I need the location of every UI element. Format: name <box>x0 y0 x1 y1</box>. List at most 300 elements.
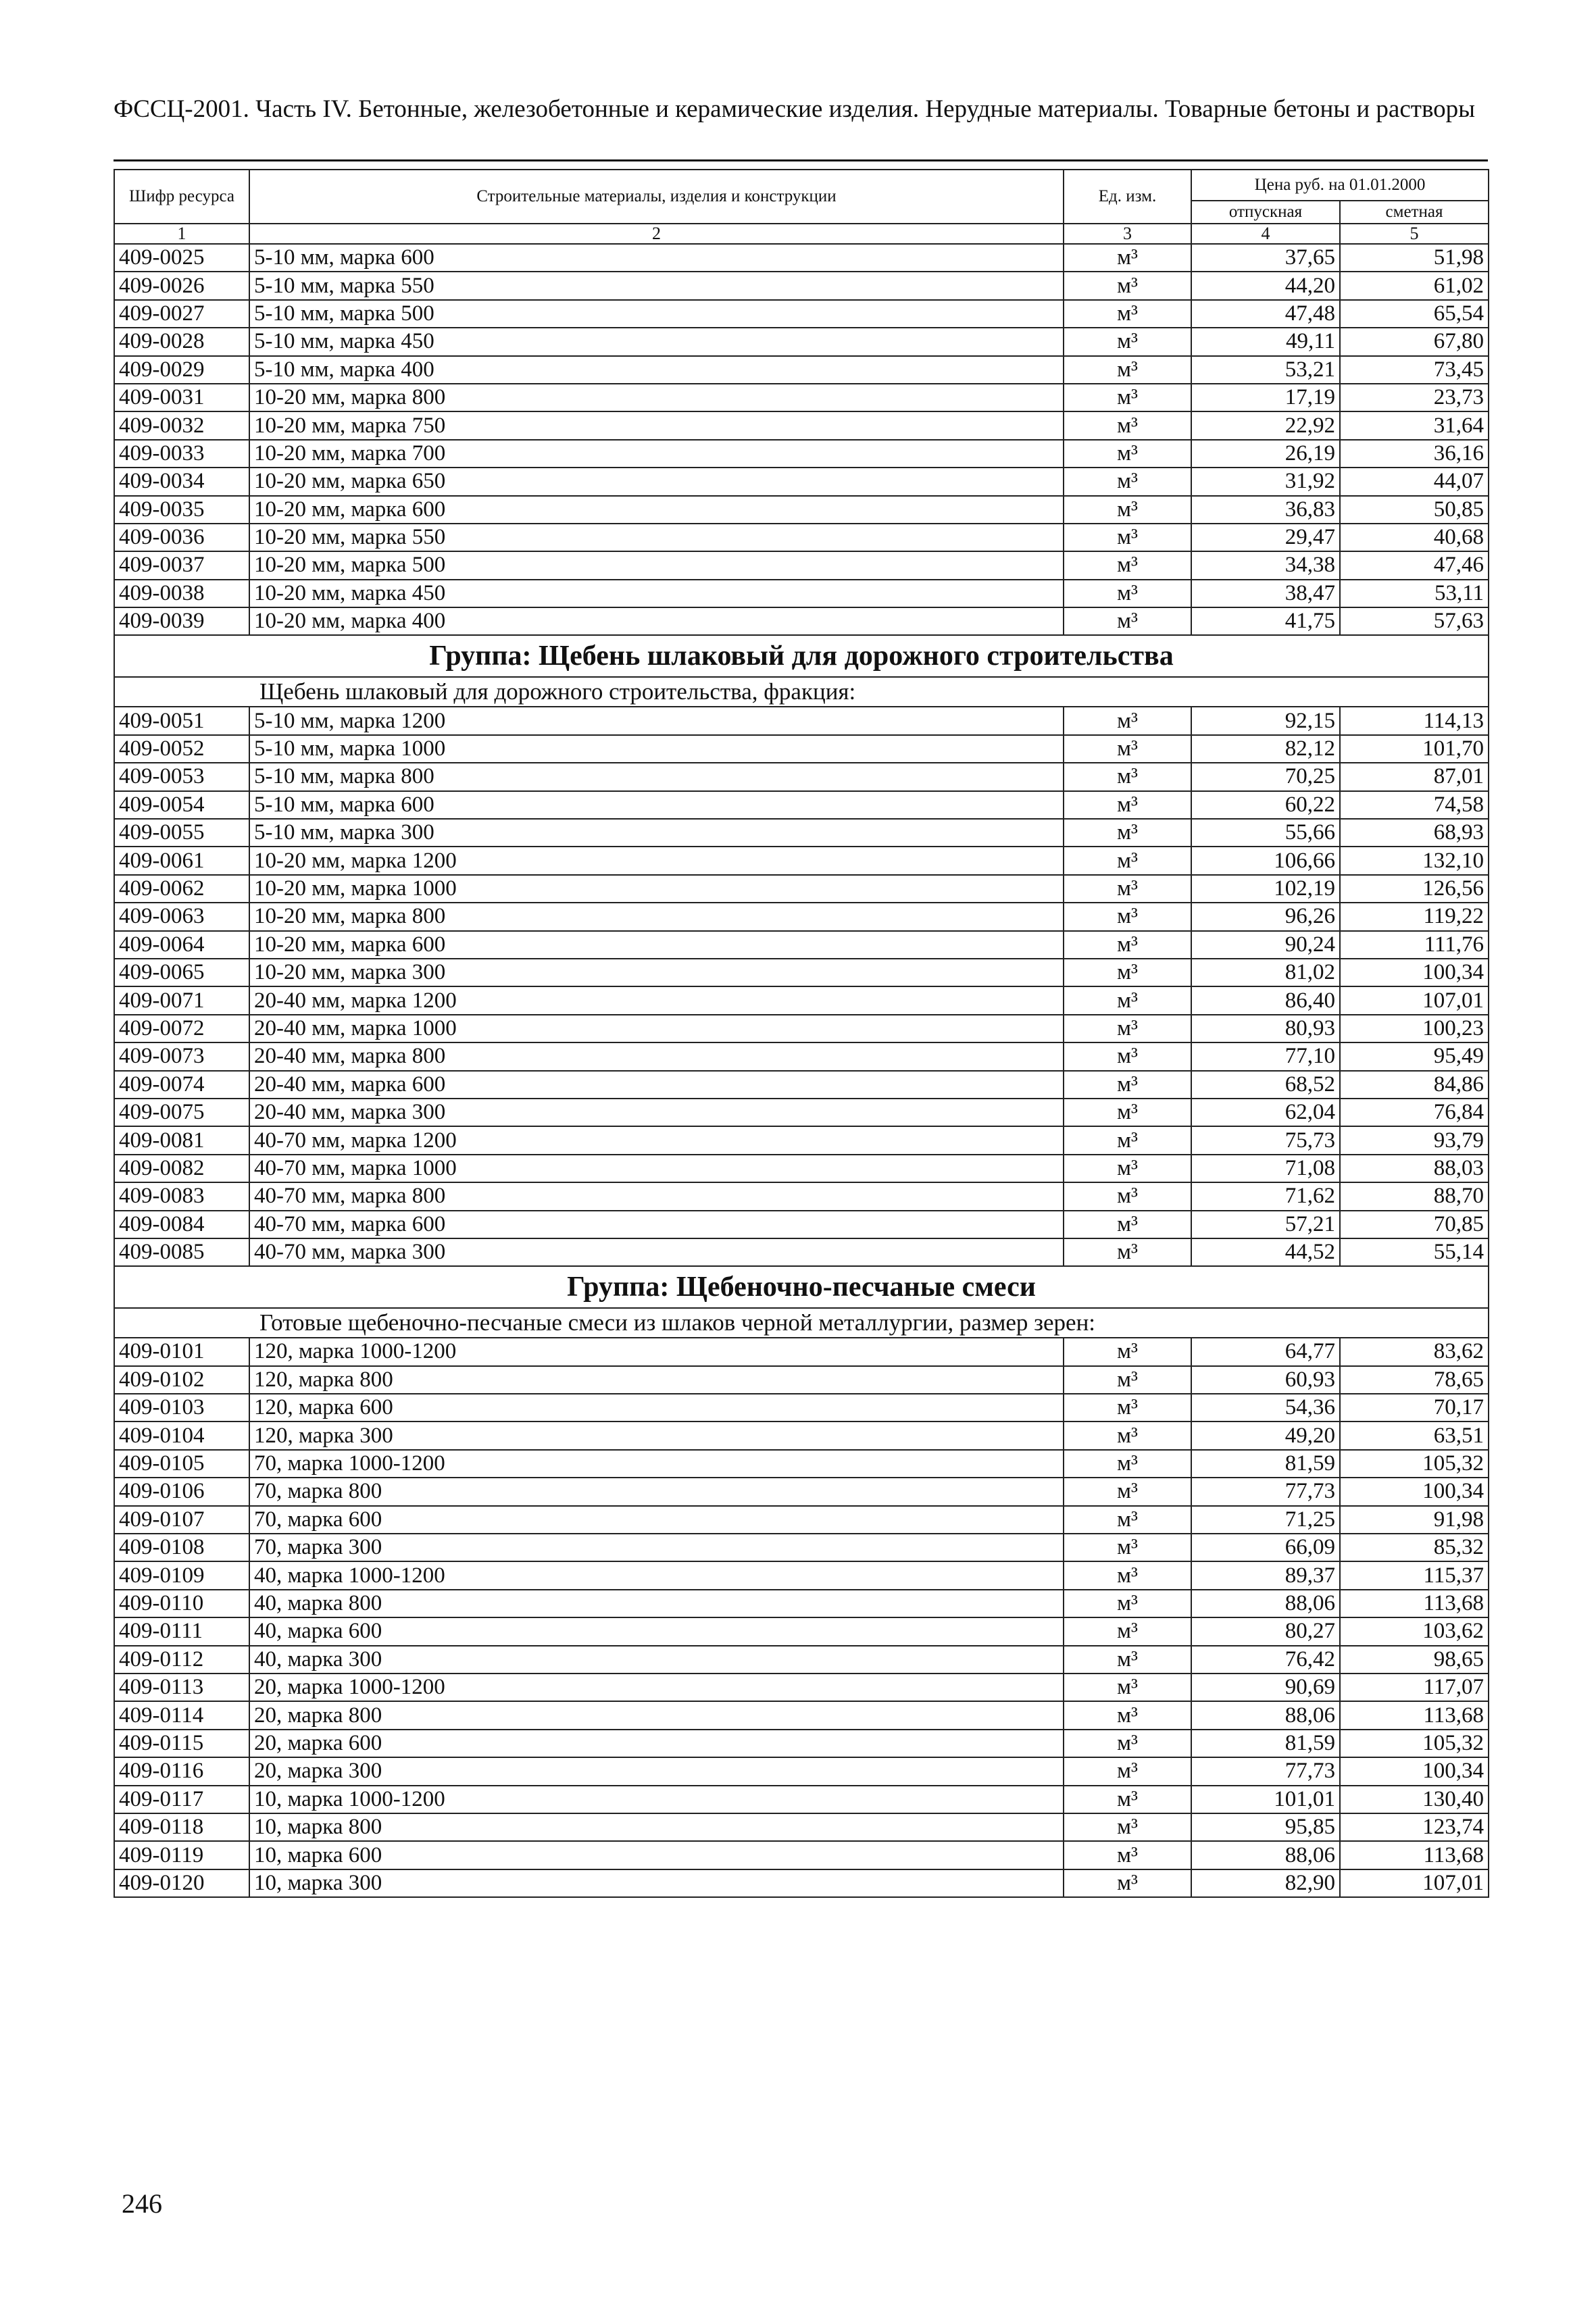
cell-code: 409-0032 <box>114 411 249 439</box>
cell-unit: м³ <box>1064 931 1191 959</box>
cell-name: 5-10 мм, марка 1000 <box>249 735 1064 763</box>
cell-name: 10-20 мм, марка 750 <box>249 411 1064 439</box>
cell-code: 409-0028 <box>114 328 249 355</box>
cell-estimate-price: 65,54 <box>1340 300 1489 328</box>
cell-name: 5-10 мм, марка 600 <box>249 244 1064 272</box>
cell-estimate-price: 100,34 <box>1340 1478 1489 1505</box>
table-row <box>114 440 1489 468</box>
cell-code: 409-0116 <box>114 1757 249 1785</box>
cell-code: 409-0051 <box>114 707 249 734</box>
cell-unit: м³ <box>1064 903 1191 930</box>
cell-estimate-price: 78,65 <box>1340 1366 1489 1394</box>
cell-estimate-price: 132,10 <box>1340 847 1489 874</box>
table-row <box>114 931 1489 959</box>
cell-code: 409-0102 <box>114 1366 249 1394</box>
cell-unit: м³ <box>1064 1757 1191 1785</box>
cell-estimate-price: 88,03 <box>1340 1155 1489 1182</box>
table-row <box>114 1238 1489 1266</box>
cell-name: 70, марка 600 <box>249 1506 1064 1534</box>
cell-unit: м³ <box>1064 1590 1191 1617</box>
cell-release-price: 60,22 <box>1191 791 1340 819</box>
col-header-estimate: сметная <box>1340 201 1489 224</box>
cell-name: 70, марка 300 <box>249 1534 1064 1561</box>
cell-code: 409-0119 <box>114 1841 249 1869</box>
cell-estimate-price: 100,34 <box>1340 959 1489 986</box>
table-row <box>114 1071 1489 1099</box>
cell-estimate-price: 101,70 <box>1340 735 1489 763</box>
cell-unit: м³ <box>1064 1478 1191 1505</box>
cell-name: 40-70 мм, марка 800 <box>249 1182 1064 1210</box>
cell-code: 409-0052 <box>114 735 249 763</box>
cell-unit: м³ <box>1064 1561 1191 1589</box>
cell-unit: м³ <box>1064 791 1191 819</box>
cell-name: 10-20 мм, марка 400 <box>249 607 1064 635</box>
cell-unit: м³ <box>1064 411 1191 439</box>
table-row <box>114 1841 1489 1869</box>
cell-name: 10-20 мм, марка 300 <box>249 959 1064 986</box>
cell-estimate-price: 70,17 <box>1340 1394 1489 1422</box>
table-row <box>114 272 1489 299</box>
cell-code: 409-0108 <box>114 1534 249 1561</box>
cell-code: 409-0104 <box>114 1422 249 1449</box>
cell-unit: м³ <box>1064 707 1191 734</box>
cell-code: 409-0115 <box>114 1730 249 1757</box>
col-number: 4 <box>1191 224 1340 244</box>
cell-code: 409-0111 <box>114 1617 249 1645</box>
cell-name: 40-70 мм, марка 1200 <box>249 1126 1064 1154</box>
cell-code: 409-0085 <box>114 1238 249 1266</box>
cell-release-price: 41,75 <box>1191 607 1340 635</box>
cell-release-price: 82,12 <box>1191 735 1340 763</box>
table-row <box>114 735 1489 763</box>
cell-release-price: 75,73 <box>1191 1126 1340 1154</box>
table-row <box>114 1786 1489 1813</box>
table-row <box>114 819 1489 847</box>
cell-name: 20-40 мм, марка 600 <box>249 1071 1064 1099</box>
cell-code: 409-0034 <box>114 468 249 495</box>
table-row <box>114 1534 1489 1561</box>
cell-unit: м³ <box>1064 496 1191 524</box>
cell-release-price: 49,11 <box>1191 328 1340 355</box>
table-row <box>114 328 1489 355</box>
cell-estimate-price: 55,14 <box>1340 1238 1489 1266</box>
cell-name: 10-20 мм, марка 800 <box>249 384 1064 411</box>
page-header-title: ФССЦ-2001. Часть IV. Бетонные, железобетонные и керамические изделия. Нерудные материалы. Товарные бетоны и растворы <box>114 95 1476 123</box>
cell-unit: м³ <box>1064 524 1191 551</box>
cell-release-price: 90,69 <box>1191 1674 1340 1701</box>
cell-estimate-price: 23,73 <box>1340 384 1489 411</box>
table-row <box>114 1099 1489 1126</box>
group-title: Группа: Щебеночно-песчаные смеси <box>114 1266 1489 1308</box>
cell-unit: м³ <box>1064 384 1191 411</box>
table-row <box>114 1478 1489 1505</box>
cell-code: 409-0082 <box>114 1155 249 1182</box>
cell-code: 409-0037 <box>114 551 249 579</box>
cell-unit: м³ <box>1064 1506 1191 1534</box>
cell-estimate-price: 70,85 <box>1340 1211 1489 1238</box>
cell-estimate-price: 53,11 <box>1340 580 1489 607</box>
cell-release-price: 31,92 <box>1191 468 1340 495</box>
cell-code: 409-0071 <box>114 986 249 1014</box>
cell-unit: м³ <box>1064 607 1191 635</box>
cell-estimate-price: 103,62 <box>1340 1617 1489 1645</box>
cell-name: 20-40 мм, марка 300 <box>249 1099 1064 1126</box>
cell-unit: м³ <box>1064 1422 1191 1449</box>
cell-release-price: 101,01 <box>1191 1786 1340 1813</box>
cell-release-price: 47,48 <box>1191 300 1340 328</box>
cell-code: 409-0025 <box>114 244 249 272</box>
table-row <box>114 1590 1489 1617</box>
section-c-rows <box>114 1338 1489 1897</box>
cell-name: 40-70 мм, марка 600 <box>249 1211 1064 1238</box>
table-row <box>114 1506 1489 1534</box>
cell-unit: м³ <box>1064 1730 1191 1757</box>
group-subtitle: Щебень шлаковый для дорожного строительства, фракция: <box>114 677 1489 707</box>
page-number: 246 <box>122 2188 162 2219</box>
cell-code: 409-0053 <box>114 763 249 790</box>
table-row <box>114 707 1489 734</box>
cell-name: 40, марка 600 <box>249 1617 1064 1645</box>
cell-unit: м³ <box>1064 1071 1191 1099</box>
cell-release-price: 29,47 <box>1191 524 1340 551</box>
cell-unit: м³ <box>1064 1042 1191 1070</box>
table-row <box>114 1450 1489 1478</box>
cell-unit: м³ <box>1064 1701 1191 1729</box>
section-b-rows <box>114 707 1489 1266</box>
cell-code: 409-0112 <box>114 1646 249 1674</box>
col-header-unit: Ед. изм. <box>1064 170 1191 224</box>
cell-unit: м³ <box>1064 1450 1191 1478</box>
cell-release-price: 38,47 <box>1191 580 1340 607</box>
cell-release-price: 80,93 <box>1191 1015 1340 1042</box>
cell-name: 120, марка 300 <box>249 1422 1064 1449</box>
cell-code: 409-0061 <box>114 847 249 874</box>
cell-name: 20, марка 300 <box>249 1757 1064 1785</box>
cell-name: 5-10 мм, марка 500 <box>249 300 1064 328</box>
group-subtitle: Готовые щебеночно-песчаные смеси из шлаков черной металлургии, размер зерен: <box>114 1308 1489 1338</box>
cell-release-price: 89,37 <box>1191 1561 1340 1589</box>
cell-name: 10-20 мм, марка 650 <box>249 468 1064 495</box>
cell-unit: м³ <box>1064 1646 1191 1674</box>
cell-estimate-price: 74,58 <box>1340 791 1489 819</box>
cell-release-price: 88,06 <box>1191 1841 1340 1869</box>
cell-unit: м³ <box>1064 1015 1191 1042</box>
cell-code: 409-0110 <box>114 1590 249 1617</box>
cell-unit: м³ <box>1064 1786 1191 1813</box>
group-b-heading <box>114 635 1489 707</box>
table-row <box>114 384 1489 411</box>
table-row <box>114 411 1489 439</box>
cell-release-price: 54,36 <box>1191 1394 1340 1422</box>
cell-code: 409-0106 <box>114 1478 249 1505</box>
table-row <box>114 1338 1489 1365</box>
cell-release-price: 96,26 <box>1191 903 1340 930</box>
cell-name: 120, марка 1000-1200 <box>249 1338 1064 1365</box>
cell-unit: м³ <box>1064 1869 1191 1897</box>
cell-code: 409-0072 <box>114 1015 249 1042</box>
cell-release-price: 53,21 <box>1191 356 1340 384</box>
cell-code: 409-0026 <box>114 272 249 299</box>
cell-estimate-price: 36,16 <box>1340 440 1489 468</box>
cell-unit: м³ <box>1064 1674 1191 1701</box>
cell-name: 10-20 мм, марка 450 <box>249 580 1064 607</box>
cell-estimate-price: 68,93 <box>1340 819 1489 847</box>
table-row <box>114 1211 1489 1238</box>
cell-estimate-price: 113,68 <box>1340 1841 1489 1869</box>
cell-estimate-price: 119,22 <box>1340 903 1489 930</box>
cell-release-price: 77,73 <box>1191 1478 1340 1505</box>
cell-name: 5-10 мм, марка 600 <box>249 791 1064 819</box>
table-row <box>114 1422 1489 1449</box>
cell-unit: м³ <box>1064 1338 1191 1365</box>
cell-code: 409-0029 <box>114 356 249 384</box>
table-row <box>114 580 1489 607</box>
cell-name: 10-20 мм, марка 600 <box>249 496 1064 524</box>
price-table <box>114 169 1489 1898</box>
cell-release-price: 86,40 <box>1191 986 1340 1014</box>
table-row <box>114 1015 1489 1042</box>
cell-code: 409-0101 <box>114 1338 249 1365</box>
cell-unit: м³ <box>1064 300 1191 328</box>
cell-release-price: 102,19 <box>1191 875 1340 903</box>
cell-estimate-price: 87,01 <box>1340 763 1489 790</box>
table-row <box>114 356 1489 384</box>
cell-estimate-price: 61,02 <box>1340 272 1489 299</box>
cell-unit: м³ <box>1064 440 1191 468</box>
table-row <box>114 1646 1489 1674</box>
cell-estimate-price: 98,65 <box>1340 1646 1489 1674</box>
cell-estimate-price: 95,49 <box>1340 1042 1489 1070</box>
table-row <box>114 903 1489 930</box>
cell-name: 5-10 мм, марка 1200 <box>249 707 1064 734</box>
cell-estimate-price: 67,80 <box>1340 328 1489 355</box>
cell-name: 120, марка 600 <box>249 1394 1064 1422</box>
cell-code: 409-0036 <box>114 524 249 551</box>
cell-code: 409-0055 <box>114 819 249 847</box>
cell-estimate-price: 123,74 <box>1340 1813 1489 1841</box>
cell-unit: м³ <box>1064 1211 1191 1238</box>
col-number: 3 <box>1064 224 1191 244</box>
cell-unit: м³ <box>1064 551 1191 579</box>
cell-unit: м³ <box>1064 819 1191 847</box>
table-row <box>114 763 1489 790</box>
cell-unit: м³ <box>1064 272 1191 299</box>
table-row <box>114 1757 1489 1785</box>
cell-code: 409-0038 <box>114 580 249 607</box>
cell-estimate-price: 91,98 <box>1340 1506 1489 1534</box>
cell-name: 70, марка 800 <box>249 1478 1064 1505</box>
cell-estimate-price: 31,64 <box>1340 411 1489 439</box>
cell-name: 10, марка 300 <box>249 1869 1064 1897</box>
cell-unit: м³ <box>1064 1155 1191 1182</box>
cell-release-price: 26,19 <box>1191 440 1340 468</box>
cell-release-price: 81,59 <box>1191 1450 1340 1478</box>
cell-release-price: 95,85 <box>1191 1813 1340 1841</box>
cell-unit: м³ <box>1064 1366 1191 1394</box>
cell-name: 20-40 мм, марка 1200 <box>249 986 1064 1014</box>
cell-code: 409-0031 <box>114 384 249 411</box>
table-row <box>114 244 1489 272</box>
cell-release-price: 70,25 <box>1191 763 1340 790</box>
cell-release-price: 62,04 <box>1191 1099 1340 1126</box>
section-a-rows <box>114 244 1489 635</box>
table-row <box>114 1869 1489 1897</box>
cell-name: 10-20 мм, марка 1200 <box>249 847 1064 874</box>
cell-estimate-price: 100,34 <box>1340 1757 1489 1785</box>
cell-estimate-price: 107,01 <box>1340 986 1489 1014</box>
cell-estimate-price: 57,63 <box>1340 607 1489 635</box>
cell-release-price: 92,15 <box>1191 707 1340 734</box>
table-row <box>114 986 1489 1014</box>
cell-unit: м³ <box>1064 735 1191 763</box>
cell-code: 409-0039 <box>114 607 249 635</box>
cell-code: 409-0027 <box>114 300 249 328</box>
cell-estimate-price: 130,40 <box>1340 1786 1489 1813</box>
col-header-name: Строительные материалы, изделия и конструкции <box>249 170 1064 224</box>
cell-estimate-price: 88,70 <box>1340 1182 1489 1210</box>
cell-estimate-price: 93,79 <box>1340 1126 1489 1154</box>
cell-name: 10, марка 800 <box>249 1813 1064 1841</box>
cell-name: 5-10 мм, марка 550 <box>249 272 1064 299</box>
cell-name: 40-70 мм, марка 1000 <box>249 1155 1064 1182</box>
cell-estimate-price: 117,07 <box>1340 1674 1489 1701</box>
cell-name: 10, марка 600 <box>249 1841 1064 1869</box>
cell-release-price: 82,90 <box>1191 1869 1340 1897</box>
cell-unit: м³ <box>1064 1534 1191 1561</box>
table-row <box>114 1813 1489 1841</box>
col-header-release: отпускная <box>1191 201 1340 224</box>
table-row <box>114 496 1489 524</box>
cell-unit: м³ <box>1064 986 1191 1014</box>
cell-code: 409-0033 <box>114 440 249 468</box>
cell-unit: м³ <box>1064 356 1191 384</box>
cell-estimate-price: 115,37 <box>1340 1561 1489 1589</box>
cell-release-price: 64,77 <box>1191 1338 1340 1365</box>
col-number: 1 <box>114 224 249 244</box>
cell-release-price: 49,20 <box>1191 1422 1340 1449</box>
cell-unit: м³ <box>1064 1238 1191 1266</box>
cell-estimate-price: 111,76 <box>1340 931 1489 959</box>
cell-code: 409-0114 <box>114 1701 249 1729</box>
cell-release-price: 36,83 <box>1191 496 1340 524</box>
cell-release-price: 81,02 <box>1191 959 1340 986</box>
cell-name: 5-10 мм, марка 800 <box>249 763 1064 790</box>
table-row <box>114 468 1489 495</box>
cell-release-price: 34,38 <box>1191 551 1340 579</box>
cell-name: 40, марка 1000-1200 <box>249 1561 1064 1589</box>
cell-name: 10-20 мм, марка 500 <box>249 551 1064 579</box>
cell-code: 409-0107 <box>114 1506 249 1534</box>
table-row <box>114 1366 1489 1394</box>
cell-name: 40-70 мм, марка 300 <box>249 1238 1064 1266</box>
col-header-code: Шифр ресурса <box>114 170 249 224</box>
cell-unit: м³ <box>1064 1099 1191 1126</box>
cell-name: 5-10 мм, марка 300 <box>249 819 1064 847</box>
cell-unit: м³ <box>1064 328 1191 355</box>
cell-release-price: 55,66 <box>1191 819 1340 847</box>
cell-code: 409-0075 <box>114 1099 249 1126</box>
cell-unit: м³ <box>1064 763 1191 790</box>
cell-name: 20-40 мм, марка 800 <box>249 1042 1064 1070</box>
cell-code: 409-0105 <box>114 1450 249 1478</box>
cell-release-price: 71,08 <box>1191 1155 1340 1182</box>
group-title: Группа: Щебень шлаковый для дорожного строительства <box>114 635 1489 677</box>
cell-code: 409-0081 <box>114 1126 249 1154</box>
cell-release-price: 37,65 <box>1191 244 1340 272</box>
table-row <box>114 1701 1489 1729</box>
cell-unit: м³ <box>1064 1182 1191 1210</box>
col-number: 5 <box>1340 224 1489 244</box>
cell-estimate-price: 63,51 <box>1340 1422 1489 1449</box>
cell-code: 409-0063 <box>114 903 249 930</box>
cell-unit: м³ <box>1064 1617 1191 1645</box>
cell-estimate-price: 126,56 <box>1340 875 1489 903</box>
cell-code: 409-0103 <box>114 1394 249 1422</box>
cell-code: 409-0065 <box>114 959 249 986</box>
cell-estimate-price: 47,46 <box>1340 551 1489 579</box>
cell-name: 70, марка 1000-1200 <box>249 1450 1064 1478</box>
cell-code: 409-0118 <box>114 1813 249 1841</box>
cell-unit: м³ <box>1064 959 1191 986</box>
cell-code: 409-0054 <box>114 791 249 819</box>
cell-estimate-price: 44,07 <box>1340 468 1489 495</box>
table-row <box>114 1674 1489 1701</box>
table-row <box>114 1617 1489 1645</box>
cell-release-price: 68,52 <box>1191 1071 1340 1099</box>
cell-unit: м³ <box>1064 875 1191 903</box>
cell-estimate-price: 51,98 <box>1340 244 1489 272</box>
cell-name: 10-20 мм, марка 1000 <box>249 875 1064 903</box>
cell-release-price: 88,06 <box>1191 1701 1340 1729</box>
cell-estimate-price: 105,32 <box>1340 1450 1489 1478</box>
table-row <box>114 524 1489 551</box>
table-row <box>114 300 1489 328</box>
cell-release-price: 88,06 <box>1191 1590 1340 1617</box>
cell-name: 20, марка 800 <box>249 1701 1064 1729</box>
cell-unit: м³ <box>1064 847 1191 874</box>
cell-estimate-price: 113,68 <box>1340 1590 1489 1617</box>
cell-unit: м³ <box>1064 1394 1191 1422</box>
cell-release-price: 22,92 <box>1191 411 1340 439</box>
header-rule <box>114 159 1488 161</box>
cell-estimate-price: 83,62 <box>1340 1338 1489 1365</box>
cell-unit: м³ <box>1064 468 1191 495</box>
cell-name: 40, марка 800 <box>249 1590 1064 1617</box>
cell-name: 10-20 мм, марка 600 <box>249 931 1064 959</box>
cell-name: 10-20 мм, марка 800 <box>249 903 1064 930</box>
cell-code: 409-0084 <box>114 1211 249 1238</box>
table-row <box>114 1394 1489 1422</box>
cell-release-price: 80,27 <box>1191 1617 1340 1645</box>
cell-code: 409-0035 <box>114 496 249 524</box>
cell-release-price: 44,52 <box>1191 1238 1340 1266</box>
table-row <box>114 847 1489 874</box>
cell-name: 120, марка 800 <box>249 1366 1064 1394</box>
cell-name: 20-40 мм, марка 1000 <box>249 1015 1064 1042</box>
cell-release-price: 77,10 <box>1191 1042 1340 1070</box>
cell-unit: м³ <box>1064 1126 1191 1154</box>
cell-estimate-price: 100,23 <box>1340 1015 1489 1042</box>
cell-name: 10-20 мм, марка 700 <box>249 440 1064 468</box>
cell-name: 5-10 мм, марка 450 <box>249 328 1064 355</box>
cell-estimate-price: 113,68 <box>1340 1701 1489 1729</box>
cell-code: 409-0109 <box>114 1561 249 1589</box>
cell-code: 409-0113 <box>114 1674 249 1701</box>
cell-release-price: 71,62 <box>1191 1182 1340 1210</box>
table-row <box>114 607 1489 635</box>
col-header-price: Цена руб. на 01.01.2000 <box>1191 170 1489 201</box>
cell-release-price: 44,20 <box>1191 272 1340 299</box>
